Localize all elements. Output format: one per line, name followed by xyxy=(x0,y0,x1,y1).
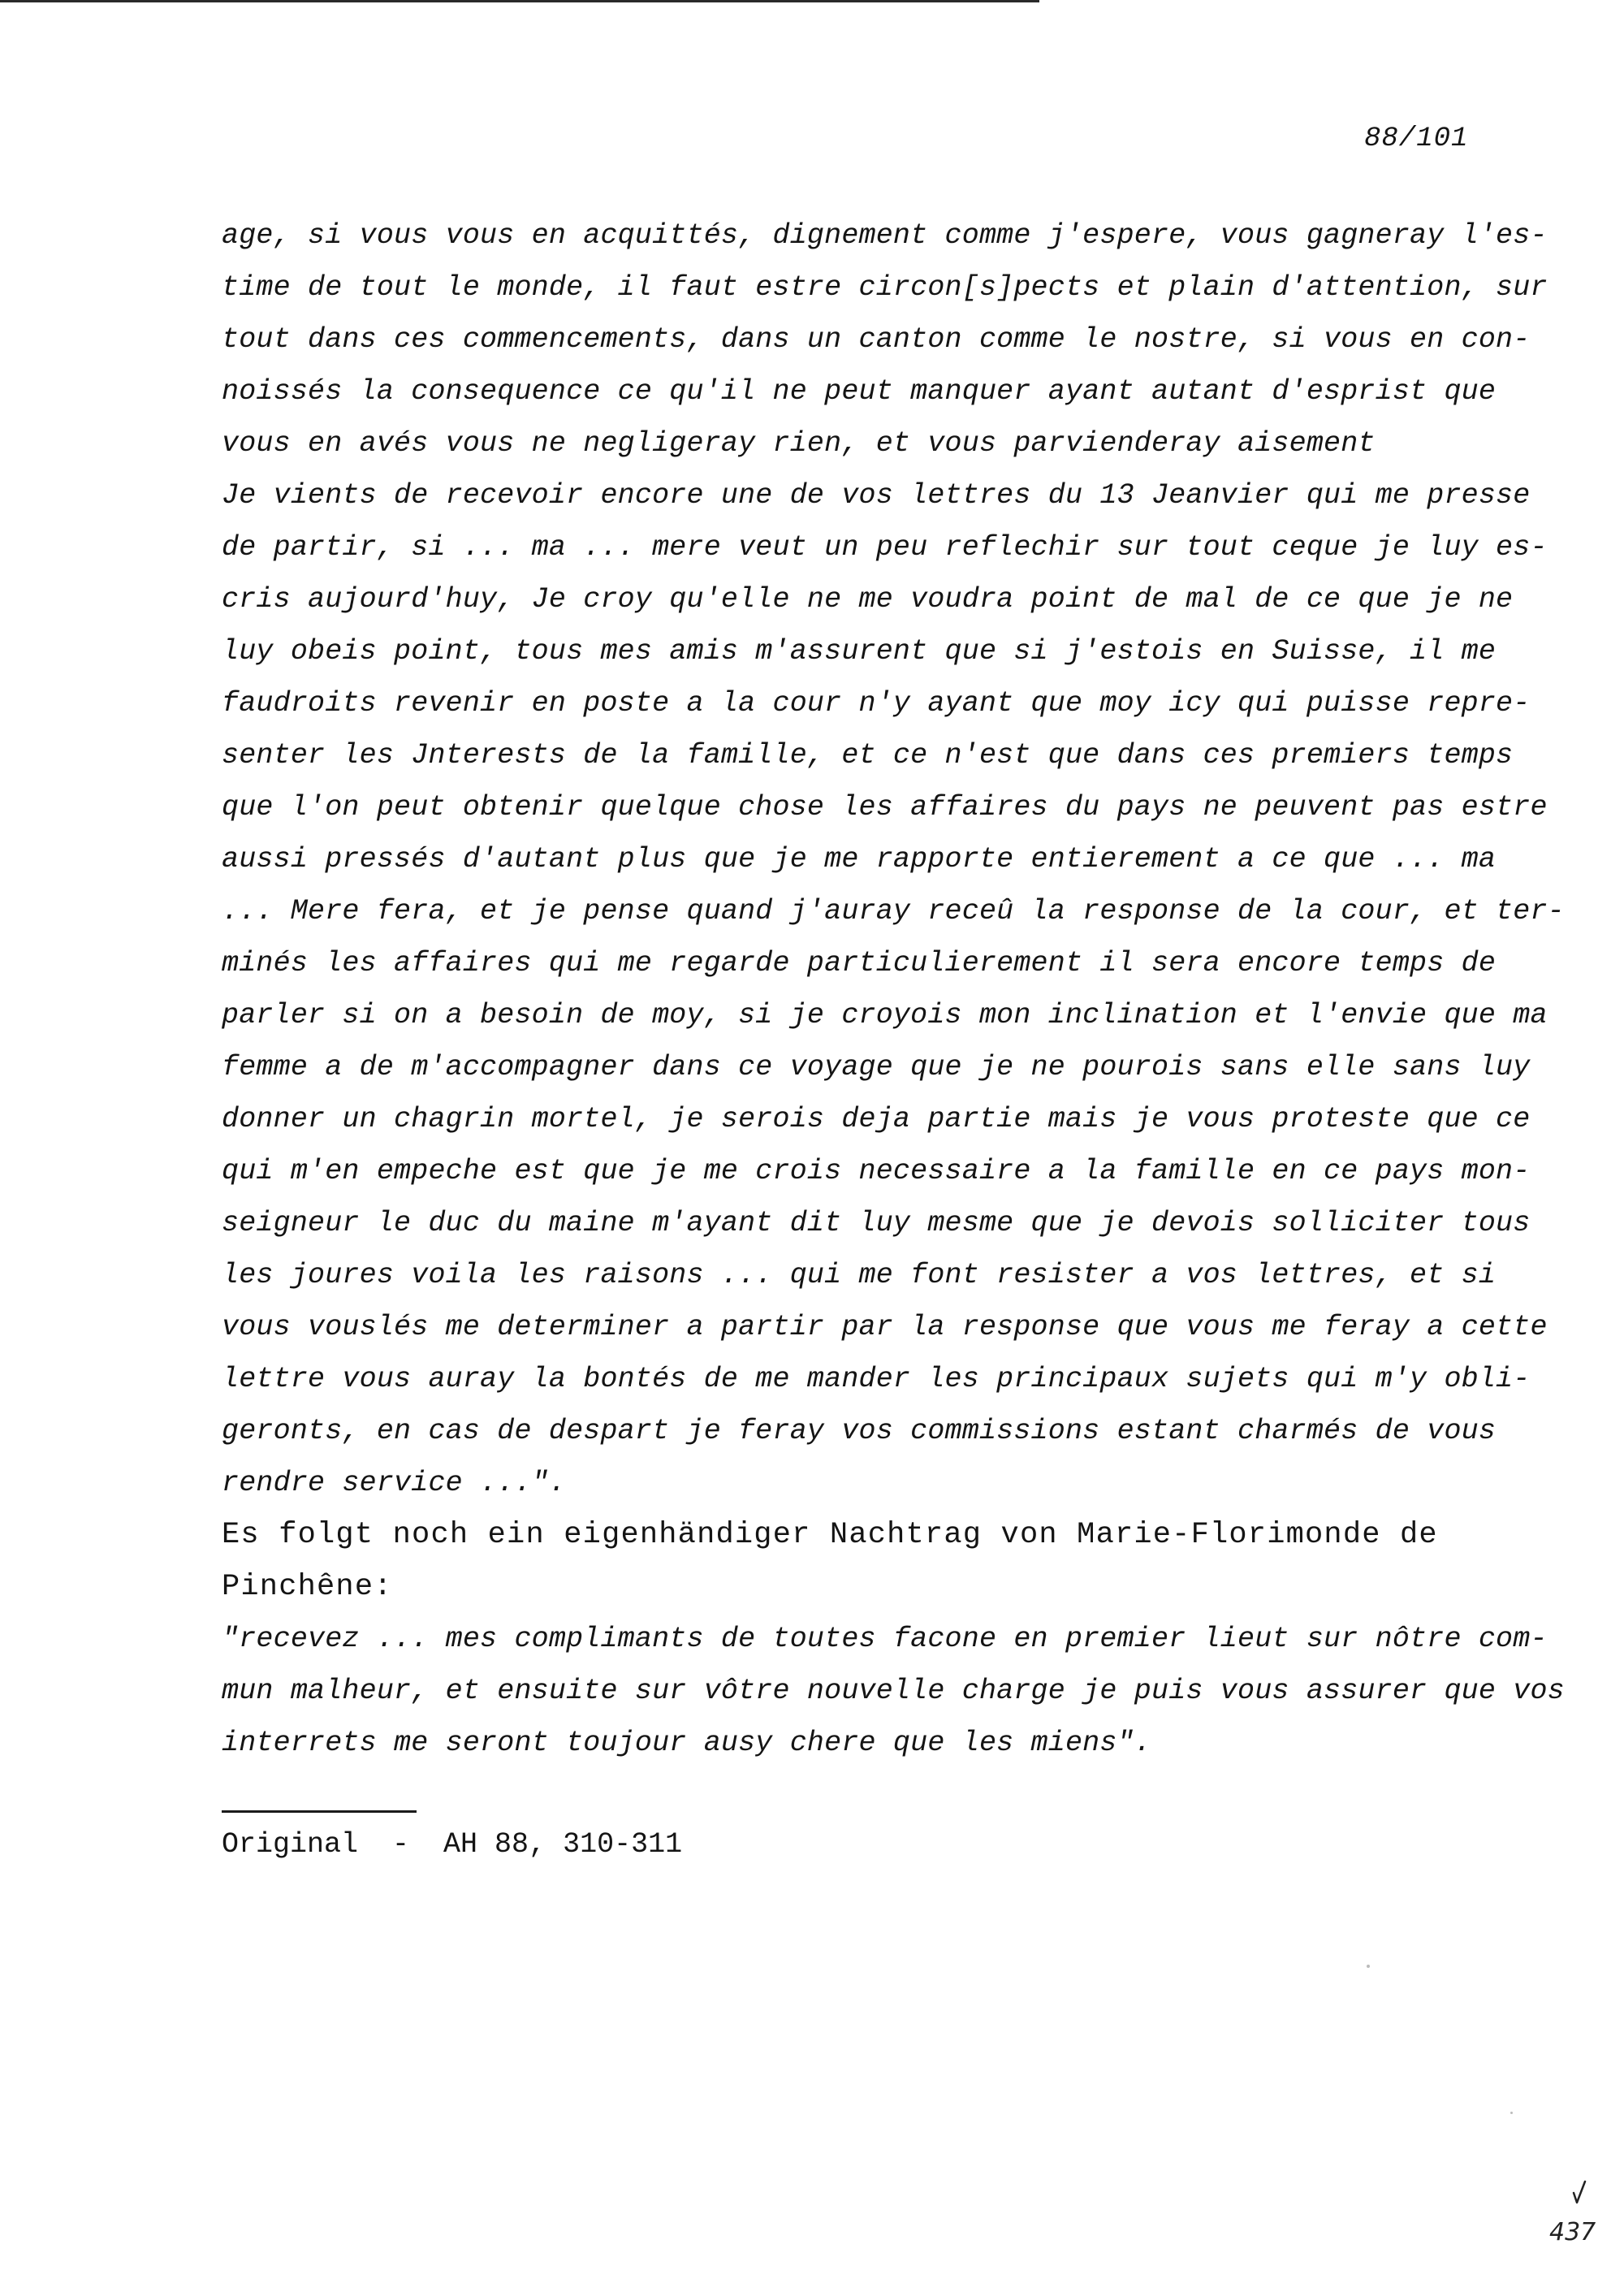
letter-line: parler si on a besoin de moy, si je croyois mon inclination et l'envie que ma xyxy=(222,999,1548,1031)
letter-line: tout dans ces commencements, dans un canton comme le nostre, si vous en con- xyxy=(222,323,1531,356)
letter-line: geronts, en cas de despart je feray vos commissions estant charmés de vous xyxy=(222,1415,1497,1447)
handwritten-archive-mark xyxy=(1543,2152,1608,2258)
document-body xyxy=(222,210,1565,1769)
letter-line: lettre vous auray la bontés de me mander les principaux sujets qui m'y obli- xyxy=(222,1363,1531,1395)
letter-line: noissés la consequence ce qu'il ne peut manquer ayant autant d'esprist que xyxy=(222,375,1497,408)
footnote-source: Original - AH 88, 310-311 xyxy=(222,1828,683,1861)
letter-line: Je vients de recevoir encore une de vos lettres du 13 Jeanvier qui me presse xyxy=(222,479,1531,512)
commentary-line: Es folgt noch ein eigenhändiger Nachtrag von Marie-Florimonde de xyxy=(222,1518,1438,1552)
page-number: 88/101 xyxy=(1364,123,1469,154)
letter-line: time de tout le monde, il faut estre circon[s]pects et plain d'attention, sur xyxy=(222,271,1548,304)
letter-line: cris aujourd'huy, Je croy qu'elle ne me voudra point de mal de ce que je ne xyxy=(222,583,1514,616)
letter-line: minés les affaires qui me regarde particulierement il sera encore temps de xyxy=(222,947,1497,979)
postscript-line: "recevez ... mes complimants de toutes facone en premier lieut sur nôtre com- xyxy=(222,1623,1548,1655)
letter-line: luy obeis point, tous mes amis m'assurent que si j'estois en Suisse, il me xyxy=(222,635,1497,668)
archive-number: 437 xyxy=(1549,2218,1596,2246)
letter-line: rendre service ...". xyxy=(222,1467,567,1499)
scan-speck xyxy=(1510,2112,1513,2114)
footnote-divider xyxy=(222,1810,417,1813)
letter-line: senter les Jnterests de la famille, et ce n'est que dans ces premiers temps xyxy=(222,739,1514,772)
letter-line: faudroits revenir en poste a la cour n'y ayant que moy icy qui puisse repre- xyxy=(222,687,1531,720)
letter-line: seigneur le duc du maine m'ayant dit luy mesme que je devois solliciter tous xyxy=(222,1207,1531,1239)
letter-line: age, si vous vous en acquittés, dignement comme j'espere, vous gagneray l'es- xyxy=(222,219,1548,252)
postscript-line: mun malheur, et ensuite sur vôtre nouvelle charge je puis vous assurer que vos xyxy=(222,1675,1565,1707)
letter-line: que l'on peut obtenir quelque chose les affaires du pays ne peuvent pas estre xyxy=(222,791,1548,824)
top-border-line xyxy=(0,0,1039,2)
letter-line: qui m'en empeche est que je me crois necessaire a la famille en ce pays mon- xyxy=(222,1155,1531,1187)
letter-line: de partir, si ... ma ... mere veut un peu reflechir sur tout ceque je luy es- xyxy=(222,531,1548,564)
letter-line: vous vouslés me determiner a partir par la response que vous me feray a cette xyxy=(222,1311,1548,1343)
commentary-line: Pinchêne: xyxy=(222,1570,393,1604)
letter-line: les joures voila les raisons ... qui me font resister a vos lettres, et si xyxy=(222,1259,1497,1291)
postscript-line: interrets me seront toujour ausy chere que les miens". xyxy=(222,1727,1151,1759)
letter-line: donner un chagrin mortel, je serois deja partie mais je vous proteste que ce xyxy=(222,1103,1531,1135)
letter-line: vous en avés vous ne negligeray rien, et vous parvienderay aisement xyxy=(222,427,1376,460)
letter-line: femme a de m'accompagner dans ce voyage que je ne pourois sans elle sans luy xyxy=(222,1051,1531,1083)
scan-speck xyxy=(1367,1965,1370,1968)
letter-line: ... Mere fera, et je pense quand j'auray receû la response de la cour, et ter- xyxy=(222,895,1565,927)
letter-line: aussi pressés d'autant plus que je me rapporte entierement a ce que ... ma xyxy=(222,843,1497,876)
